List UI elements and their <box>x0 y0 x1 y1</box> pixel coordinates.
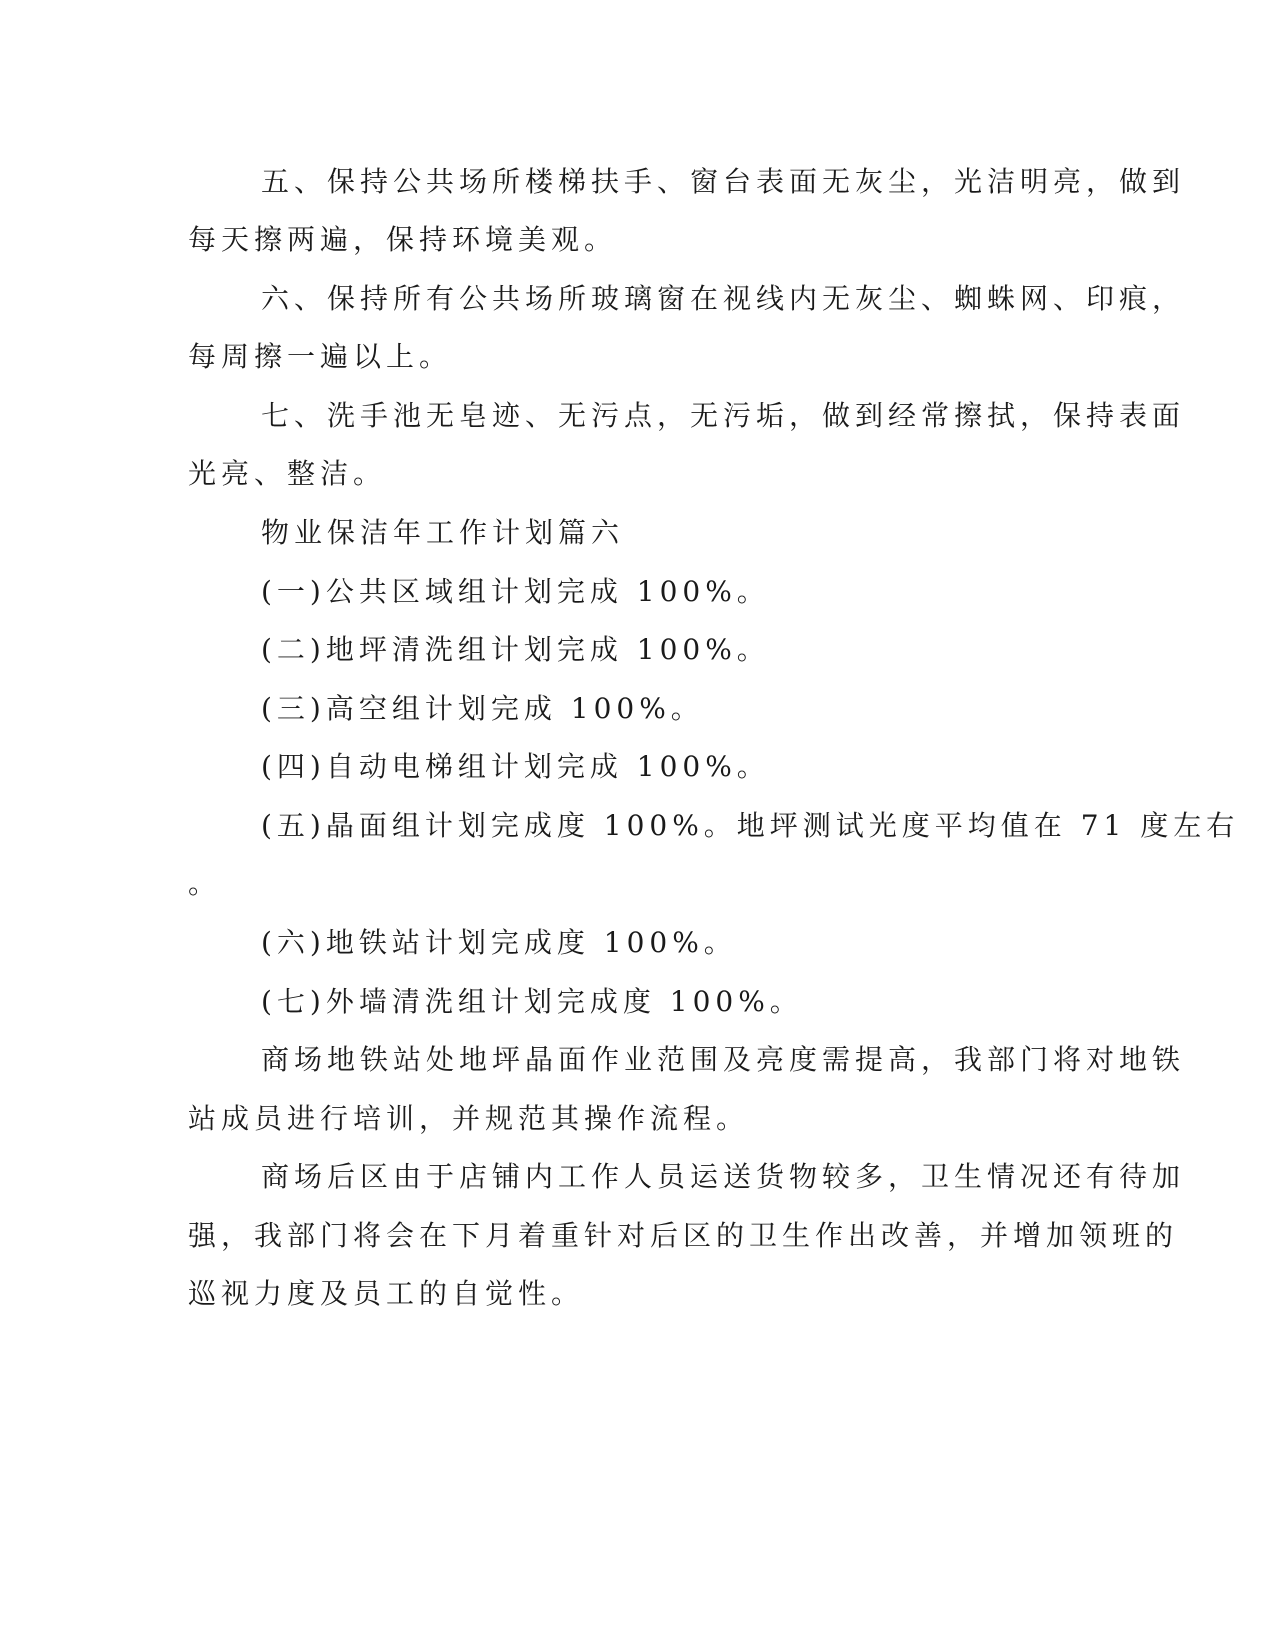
paragraph-6-line-1: 六、保持所有公共场所玻璃窗在视线内无灰尘、蜘蛛网、印痕， <box>261 282 1186 315</box>
paragraph-6-line-2: 每周擦一遍以上。 <box>188 340 453 373</box>
section-heading: 物业保洁年工作计划篇六 <box>261 516 625 549</box>
paragraph-backarea-line-1: 商场后区由于店铺内工作人员运送货物较多，卫生情况还有待加 <box>261 1160 1186 1193</box>
paragraph-7-line-2: 光亮、整洁。 <box>188 457 387 490</box>
paragraph-backarea-line-3: 巡视力度及员工的自觉性。 <box>188 1277 585 1310</box>
item-2: (二)地坪清洗组计划完成 100%。 <box>261 633 770 666</box>
item-6: (六)地铁站计划完成度 100%。 <box>261 926 737 959</box>
item-1: (一)公共区域组计划完成 100%。 <box>261 575 770 608</box>
item-3: (三)高空组计划完成 100%。 <box>261 692 704 725</box>
item-5-line-2: 。 <box>188 867 222 900</box>
item-5-line-1: (五)晶面组计划完成度 100%。地坪测试光度平均值在 71 度左右 <box>261 809 1240 842</box>
paragraph-5-line-2: 每天擦两遍，保持环境美观。 <box>188 223 618 256</box>
paragraph-subway-line-1: 商场地铁站处地坪晶面作业范围及亮度需提高，我部门将对地铁 <box>261 1043 1186 1076</box>
paragraph-backarea-line-2: 强，我部门将会在下月着重针对后区的卫生作出改善，并增加领班的 <box>188 1219 1179 1252</box>
paragraph-7-line-1: 七、洗手池无皂迹、无污点，无污垢，做到经常擦拭，保持表面 <box>261 399 1186 432</box>
item-4: (四)自动电梯组计划完成 100%。 <box>261 750 770 783</box>
paragraph-5-line-1: 五、保持公共场所楼梯扶手、窗台表面无灰尘，光洁明亮，做到 <box>261 165 1186 198</box>
paragraph-subway-line-2: 站成员进行培训，并规范其操作流程。 <box>188 1102 750 1135</box>
item-7: (七)外墙清洗组计划完成度 100%。 <box>261 985 803 1018</box>
